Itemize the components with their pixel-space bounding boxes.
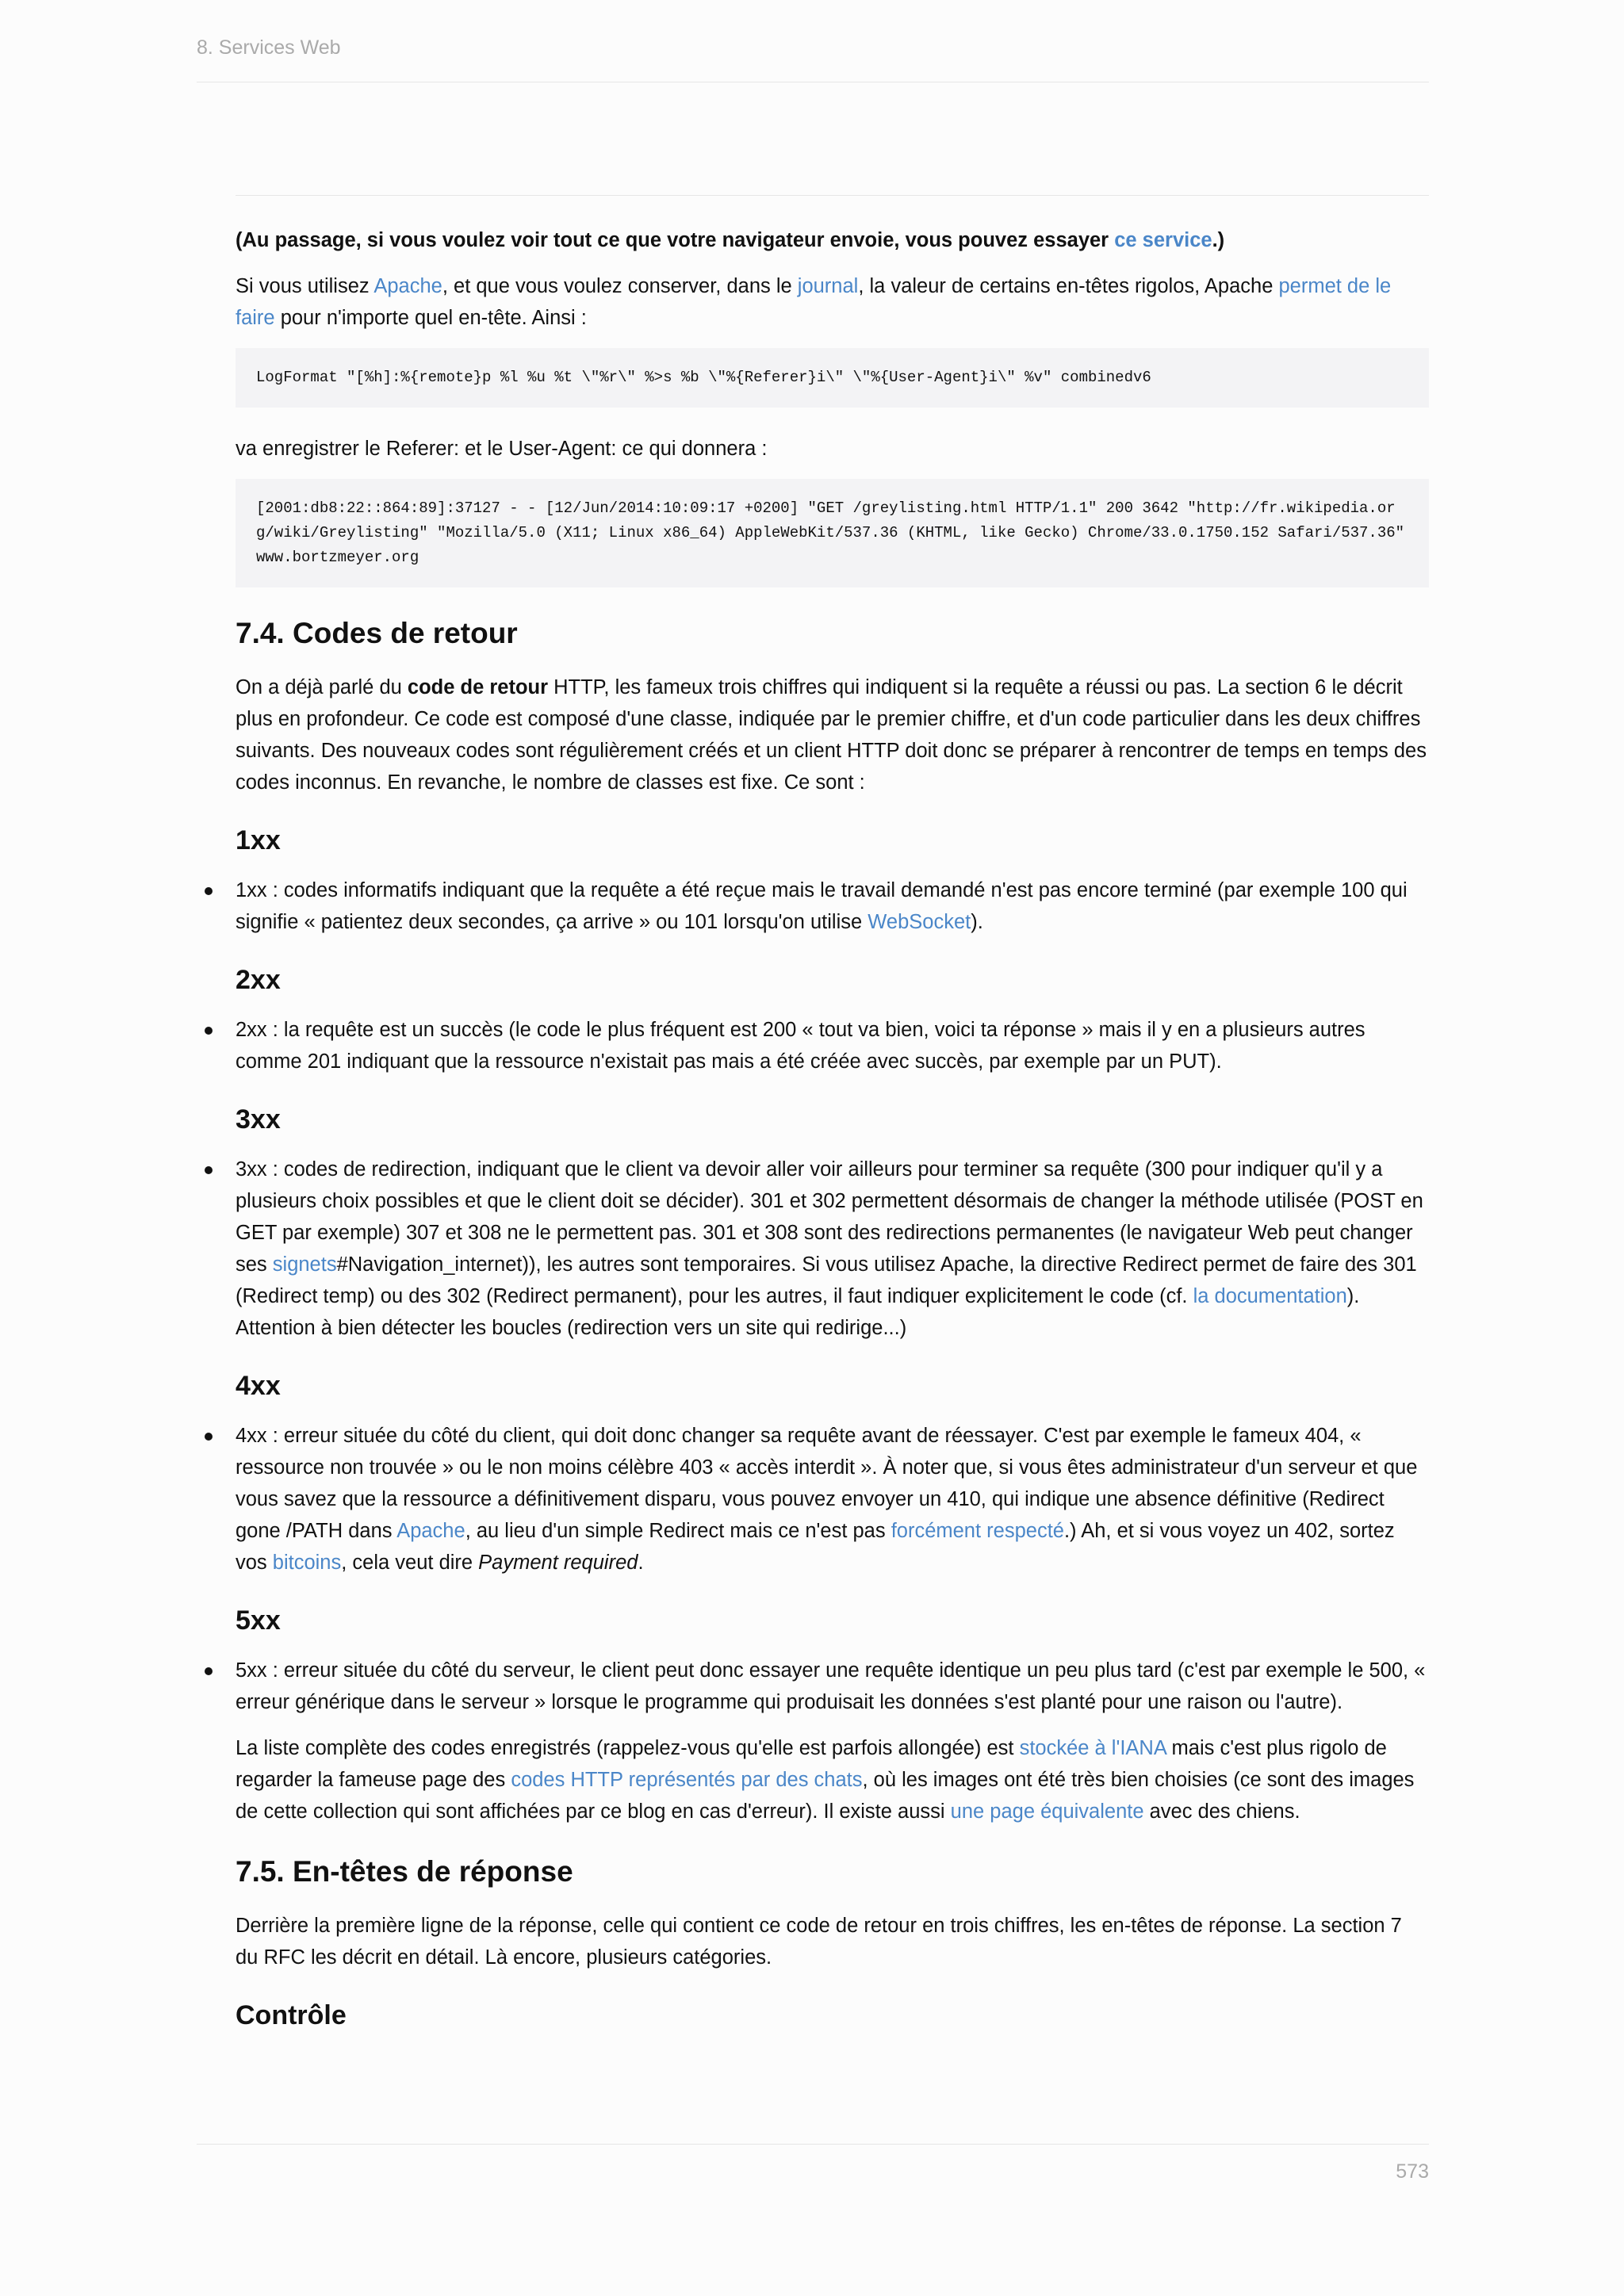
apache-link-2[interactable]: Apache — [396, 1520, 465, 1542]
text-span: pour n'importe quel en-tête. Ainsi : — [274, 307, 587, 329]
ce-service-link[interactable]: ce service — [1114, 229, 1212, 251]
text-span: mais c'est plus rigolo de regarder la fameuse page des — [236, 1737, 1387, 1791]
heading-3xx: 3xx — [236, 1104, 281, 1135]
list-item — [236, 874, 1429, 938]
text-span: 4xx : erreur située du côté du client, qui doit donc changer sa requête avant de réessayer. C'est par exemple le fameux 404, « ressource non trouvée » ou le non moins célèbre 403 « accès interdit ». À noter que, si vous êtes administrateur d'un serveur et que vous savez que la ressource a définitivement disparu, vous pouvez envoyer un 410, qui indique une absence définitive (Redirect gone /PATH dans — [236, 1425, 1418, 1542]
text-span: , où les images ont été très bien choisies (ce sont des images de cette collection qui sont affichées par ce blog en cas d'erreur). Il existe aussi — [236, 1769, 1415, 1823]
logformat-code-block: LogFormat "[%h]:%{remote}p %l %u %t \"%r\" %>s %b \"%{Referer}i\" \"%{User-Agent}i\" %v" combinedv6 — [236, 348, 1429, 408]
text-span: ). — [971, 911, 983, 933]
heading-controle: Contrôle — [236, 2000, 347, 2030]
text-span: .) Ah, et si vous voyez un 402, sortez vos — [236, 1520, 1395, 1574]
heading-5xx: 5xx — [236, 1605, 281, 1636]
text-span: Si vous utilisez — [236, 275, 374, 297]
list-1xx — [236, 874, 1429, 938]
http-cats-link[interactable]: codes HTTP représentés par des chats — [511, 1769, 863, 1791]
iana-paragraph — [236, 1732, 1429, 1827]
running-header — [197, 36, 1429, 82]
payment-required-italic: Payment required — [478, 1552, 638, 1574]
list-2xx — [236, 1014, 1429, 1077]
section-7-4-title: 7.4. Codes de retour — [236, 617, 518, 649]
page-footer — [197, 2144, 1429, 2183]
page-equivalente-link[interactable]: une page équivalente — [950, 1800, 1144, 1823]
response-headers-paragraph: Derrière la première ligne de la réponse, celle qui contient ce code de retour en trois chiffres, les en-têtes de réponse. La section 7 du RFC les décrit en détail. Là encore, plusieurs catégories. — [236, 1915, 1402, 1969]
list-item — [236, 1420, 1429, 1578]
bitcoins-link[interactable]: bitcoins — [272, 1552, 342, 1574]
section-7-5-title: 7.5. En-têtes de réponse — [236, 1855, 573, 1888]
text-span: 3xx : codes de redirection, indiquant que le client va devoir aller voir ailleurs pour terminer sa requête (300 pour indiquer qu'il y a plusieurs choix possibles et que le client doit se décider). 301 et 302 permettent désormais de changer la méthode utilisée (POST en GET par exemple) 307 et 308 ne le permettent pas. 301 et 308 sont des redirections permanentes (le navigateur Web peut changer ses — [236, 1158, 1423, 1276]
text-span: , au lieu d'un simple Redirect mais ce n'est pas — [465, 1520, 891, 1542]
list-item: 2xx : la requête est un succès (le code le plus fréquent est 200 « tout va bien, voici ta réponse » mais il y en a plusieurs autres comme 201 indiquant que la ressource n'existait pas mais a été créée avec succès, par exemple par un PUT). — [236, 1014, 1429, 1077]
websocket-link[interactable]: WebSocket — [868, 911, 971, 933]
referer-paragraph: va enregistrer le Referer: et le User-Agent: ce qui donnera : — [236, 438, 768, 460]
la-documentation-link[interactable]: la documentation — [1193, 1285, 1347, 1307]
apache-paragraph — [236, 270, 1429, 334]
heading-2xx: 2xx — [236, 965, 281, 995]
intro-note — [236, 224, 1429, 256]
chapter-title: 8. Services Web — [197, 36, 341, 59]
text-span: HTTP, les fameux trois chiffres qui indiquent si la requête a réussi ou pas. La section 6 le décrit plus en profondeur. Ce code est composé d'une classe, indiquée par le premier chiffre, et d'un code particulier dans les deux chiffres suivants. Des nouveaux codes sont régulièrement créés et un client HTTP doit donc se préparer à rencontrer de temps en temps des codes inconnus. En revanche, le nombre de classes est fixe. Ce sont : — [236, 676, 1427, 794]
text-span: ). Attention à bien détecter les boucles (redirection vers un site qui redirige...) — [236, 1285, 1360, 1339]
forcement-respecte-link[interactable]: forcément respecté — [891, 1520, 1064, 1542]
apache-link[interactable]: Apache — [373, 275, 442, 297]
text-span: #Navigation_internet)), les autres sont temporaires. Si vous utilisez Apache, la directive Redirect permet de faire des 301 (Redirect temp) ou des 302 (Redirect permanent), pour les autres, il faut indiquer explicitement le code (cf. — [236, 1253, 1417, 1307]
iana-link[interactable]: stockée à l'IANA — [1019, 1737, 1166, 1759]
text-span: 1xx : codes informatifs indiquant que la requête a été reçue mais le travail demandé n'est pas encore terminé (par exemple 100 qui signifie « patientez deux secondes, ça arrive » ou 101 lorsqu'on utilise — [236, 879, 1408, 933]
codes-intro-paragraph — [236, 672, 1429, 798]
list-3xx — [236, 1154, 1429, 1344]
permet-de-le-faire-link[interactable]: permet de le faire — [236, 275, 1392, 329]
list-item: 5xx : erreur située du côté du serveur, le client peut donc essayer une requête identique un peu plus tard (c'est par exemple le 500, « erreur générique dans le serveur » lorsque le programme qui produisait les données s'est planté pour une raison ou l'autre). — [236, 1655, 1429, 1718]
text-span: . — [638, 1552, 644, 1574]
intro-note-end: .) — [1212, 229, 1225, 251]
log-output-code-block: [2001:db8:22::864:89]:37127 - - [12/Jun/2014:10:09:17 +0200] "GET /greylisting.html HTTP/1.1" 200 3642 "http://fr.wikipedia.org/wiki/Greylisting" "Mozilla/5.0 (X11; Linux x86_64) AppleWebKit/537.36 (KHTML, like Gecko) Chrome/33.0.1750.152 Safari/537.36" www.bortzmeyer.org — [236, 479, 1429, 587]
text-span: On a déjà parlé du — [236, 676, 408, 698]
code-de-retour-bold: code de retour — [407, 676, 549, 698]
heading-1xx: 1xx — [236, 825, 281, 855]
page-content — [236, 195, 1429, 2049]
text-span: , et que vous voulez conserver, dans le — [442, 275, 798, 297]
list-5xx — [236, 1655, 1429, 1718]
text-span: , la valeur de certains en-têtes rigolos, Apache — [858, 275, 1279, 297]
list-4xx — [236, 1420, 1429, 1578]
journal-link[interactable]: journal — [797, 275, 859, 297]
text-span: La liste complète des codes enregistrés (rappelez-vous qu'elle est parfois allongée) est — [236, 1737, 1020, 1759]
intro-note-text: (Au passage, si vous voulez voir tout ce que votre navigateur envoie, vous pouvez essayer — [236, 229, 1115, 251]
signets-link[interactable]: signets — [272, 1253, 337, 1276]
text-span: , cela veut dire — [341, 1552, 479, 1574]
text-span: avec des chiens. — [1143, 1800, 1300, 1823]
page-number: 573 — [1396, 2160, 1429, 2183]
list-item — [236, 1154, 1429, 1344]
heading-4xx: 4xx — [236, 1371, 281, 1401]
